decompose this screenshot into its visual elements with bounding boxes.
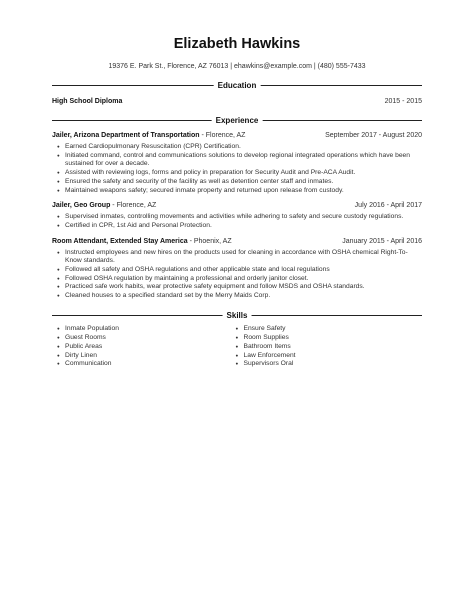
- skill-item: ● Dirty Linen: [65, 352, 244, 361]
- job-location: - Florence, AZ: [199, 132, 246, 139]
- section-title: Education: [214, 80, 261, 91]
- education-degree: High School Diploma: [52, 98, 123, 105]
- job-dates: September 2017 - August 2020: [325, 132, 422, 139]
- education-entry: [52, 97, 422, 106]
- job-bullet: ● Followed OSHA regulation by maintaining a professional and orderly janitor closet.: [65, 275, 422, 284]
- job-bullet: ● Followed all safety and OSHA regulations and other applicable state and local regulations: [65, 266, 422, 275]
- skills-column-right: [244, 325, 423, 370]
- job-bullet: ● Cleaned houses to a specified standard set by the Merry Maids Corp.: [65, 292, 422, 301]
- job-dates: July 2016 - April 2017: [354, 202, 422, 210]
- job-bullets: [52, 143, 422, 195]
- job-dates: January 2015 - April 2016: [342, 237, 422, 245]
- job-header: [52, 201, 422, 210]
- job-bullet: ● Assisted with reviewing logs, forms and policy in preparation for Security Audit and Pre-ACA Audit.: [65, 169, 422, 178]
- skill-item: ● Bathroom Items: [244, 343, 423, 352]
- section-title: Experience: [212, 115, 263, 126]
- skill-item: ● Law Enforcement: [244, 352, 423, 361]
- job-entry: [52, 201, 422, 230]
- skill-item: ● Communication: [65, 360, 244, 369]
- job-location: - Florence, AZ: [110, 202, 157, 210]
- job-bullet: ● Certified in CPR, 1st Aid and Personal Protection.: [65, 222, 422, 231]
- skill-item: ● Inmate Population: [65, 325, 244, 334]
- experience-list: [52, 131, 422, 301]
- job-location: - Phoenix, AZ: [187, 237, 232, 245]
- job-header: [52, 131, 422, 140]
- job-bullets: [52, 249, 422, 301]
- job-entry: [52, 131, 422, 195]
- contact-line: 19376 E. Park St., Florence, AZ 76013 | ehawkins@example.com | (480) 555-7433: [108, 63, 366, 70]
- job-bullet: ● Practiced safe work habits, wear protective safety equipment and follow MSDS and OSHA standards.: [65, 283, 422, 292]
- experience-heading: [52, 115, 422, 126]
- education-heading: [52, 80, 422, 91]
- job-bullet: ● Supervised inmates, controlling movements and activities while adhering to safety and secure custody regulations.: [65, 213, 422, 222]
- section-title: Skills: [223, 310, 252, 321]
- skills-heading: [52, 310, 422, 321]
- job-bullet: ● Maintained weapons safety; secured inmate property and returned upon release from custody.: [65, 187, 422, 196]
- job-title: Jailer, Arizona Department of Transportation: [52, 132, 200, 139]
- skill-item: ● Guest Rooms: [65, 334, 244, 343]
- job-bullet: ● Initiated command, control and communications solutions to develop regional integrated operations which have been sustained for over a decade.: [65, 152, 422, 169]
- skill-item: ● Supervisors Oral: [244, 360, 423, 369]
- job-entry: [52, 237, 422, 301]
- candidate-name: Elizabeth Hawkins: [173, 36, 301, 52]
- job-header: [52, 237, 422, 246]
- job-title: Jailer, Geo Group: [52, 202, 111, 210]
- job-title: Room Attendant, Extended Stay America: [52, 237, 188, 245]
- job-bullets: [52, 213, 422, 230]
- skills-column-left: [65, 325, 244, 370]
- skill-item: ● Ensure Safety: [244, 325, 423, 334]
- skills-grid: [52, 325, 422, 370]
- skill-item: ● Public Areas: [65, 343, 244, 352]
- job-bullet: ● Earned Cardiopulmonary Resuscitation (CPR) Certification.: [65, 143, 422, 152]
- education-dates: 2015 - 2015: [384, 98, 422, 105]
- skill-item: ● Room Supplies: [244, 334, 423, 343]
- job-bullet: ● Ensured the safety and security of the facility as well as detention center staff and inmates.: [65, 178, 422, 187]
- job-bullet: ● Instructed employees and new hires on the products used for cleaning in accordance with OSHA chemical Right-To-Know standards.: [65, 249, 422, 266]
